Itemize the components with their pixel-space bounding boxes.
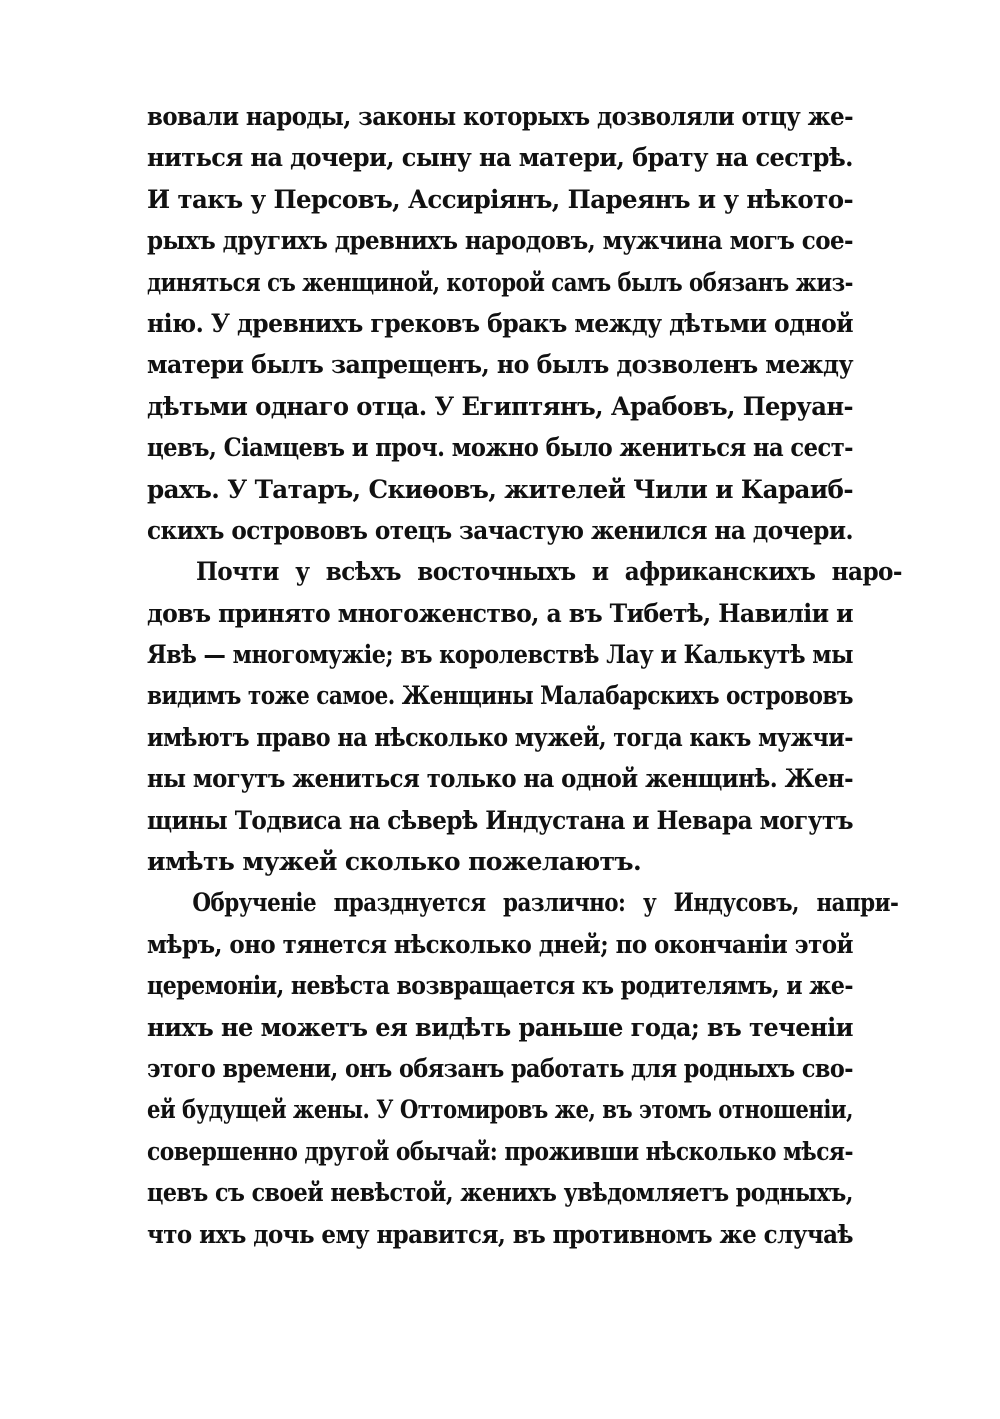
text-line: нихъ не можетъ ея видѣть раньше года; въ теченіи bbox=[147, 1012, 853, 1042]
text-line: вовали народы, законы которыхъ дозволяли отцу же- bbox=[147, 102, 854, 131]
paragraph-1 bbox=[147, 96, 853, 551]
text-line: что ихъ дочь ему нравится, въ противномъ же случаѣ bbox=[147, 1219, 854, 1249]
text-column bbox=[147, 96, 902, 1255]
text-line: нію. У древнихъ грековъ бракъ между дѣтьми одной bbox=[147, 308, 854, 338]
paragraph-3 bbox=[147, 882, 899, 1255]
text-line: ей будущей жены. У Оттомировъ же, въ этомъ отношеніи, bbox=[147, 1095, 854, 1125]
text-line: имѣть мужей сколько пожелаютъ. bbox=[147, 847, 642, 877]
text-line: церемоніи, невѣста возвращается къ родителямъ, и же- bbox=[147, 971, 853, 1001]
text-line: мѣръ, оно тянется нѣсколько дней; по окончаніи этой bbox=[147, 929, 853, 959]
text-line: цевъ, Сіамцевъ и проч. можно было жениться на сест- bbox=[147, 433, 854, 463]
text-line: скихъ острововъ отецъ зачастую женился на дочери. bbox=[147, 515, 853, 545]
text-line: щины Тодвиса на сѣверѣ Индустана и Невара могутъ bbox=[147, 805, 854, 835]
text-line: Явѣ — многомужіе; въ королевствѣ Лау и Калькутѣ мы bbox=[147, 640, 853, 670]
text-line: довъ принято многоженство, а въ Тибетѣ, Навиліи и bbox=[147, 598, 854, 628]
text-line: Почти у всѣхъ восточныхъ и африканскихъ наро- bbox=[196, 557, 902, 587]
text-line: этого времени, онъ обязанъ работать для родныхъ сво- bbox=[147, 1053, 853, 1083]
paragraph-2 bbox=[147, 551, 902, 882]
text-line: рыхъ другихъ древнихъ народовъ, мужчина могъ сое- bbox=[147, 226, 854, 256]
text-line: Обрученіе празднуется различно: у Индусовъ, напри- bbox=[192, 888, 899, 918]
text-line: рахъ. У Татаръ, Скиѳовъ, жителей Чили и Караиб- bbox=[147, 474, 853, 504]
text-line: ниться на дочери, сыну на матери, брату на сестрѣ. bbox=[147, 143, 853, 173]
text-line: видимъ тоже самое. Женщины Малабарскихъ острововъ bbox=[147, 681, 854, 711]
text-line: И такъ у Персовъ, Ассиріянъ, Пареянъ и у нѣкото- bbox=[147, 184, 854, 214]
text-line: имѣютъ право на нѣсколько мужей, тогда какъ мужчи- bbox=[147, 722, 853, 752]
text-line: диняться съ женщиной, которой самъ былъ обязанъ жиз- bbox=[147, 267, 853, 297]
text-line: цевъ съ своей невѣстой, женихъ увѣдомляетъ родныхъ, bbox=[147, 1178, 853, 1208]
text-line: матери былъ запрещенъ, но былъ дозволенъ между bbox=[147, 350, 853, 380]
text-line: дѣтьми однаго отца. У Египтянъ, Арабовъ, Перуан- bbox=[147, 391, 853, 421]
text-line: совершенно другой обычай: проживши нѣсколько мѣся- bbox=[147, 1136, 854, 1166]
text-line: ны могутъ жениться только на одной женщинѣ. Жен- bbox=[147, 764, 853, 794]
